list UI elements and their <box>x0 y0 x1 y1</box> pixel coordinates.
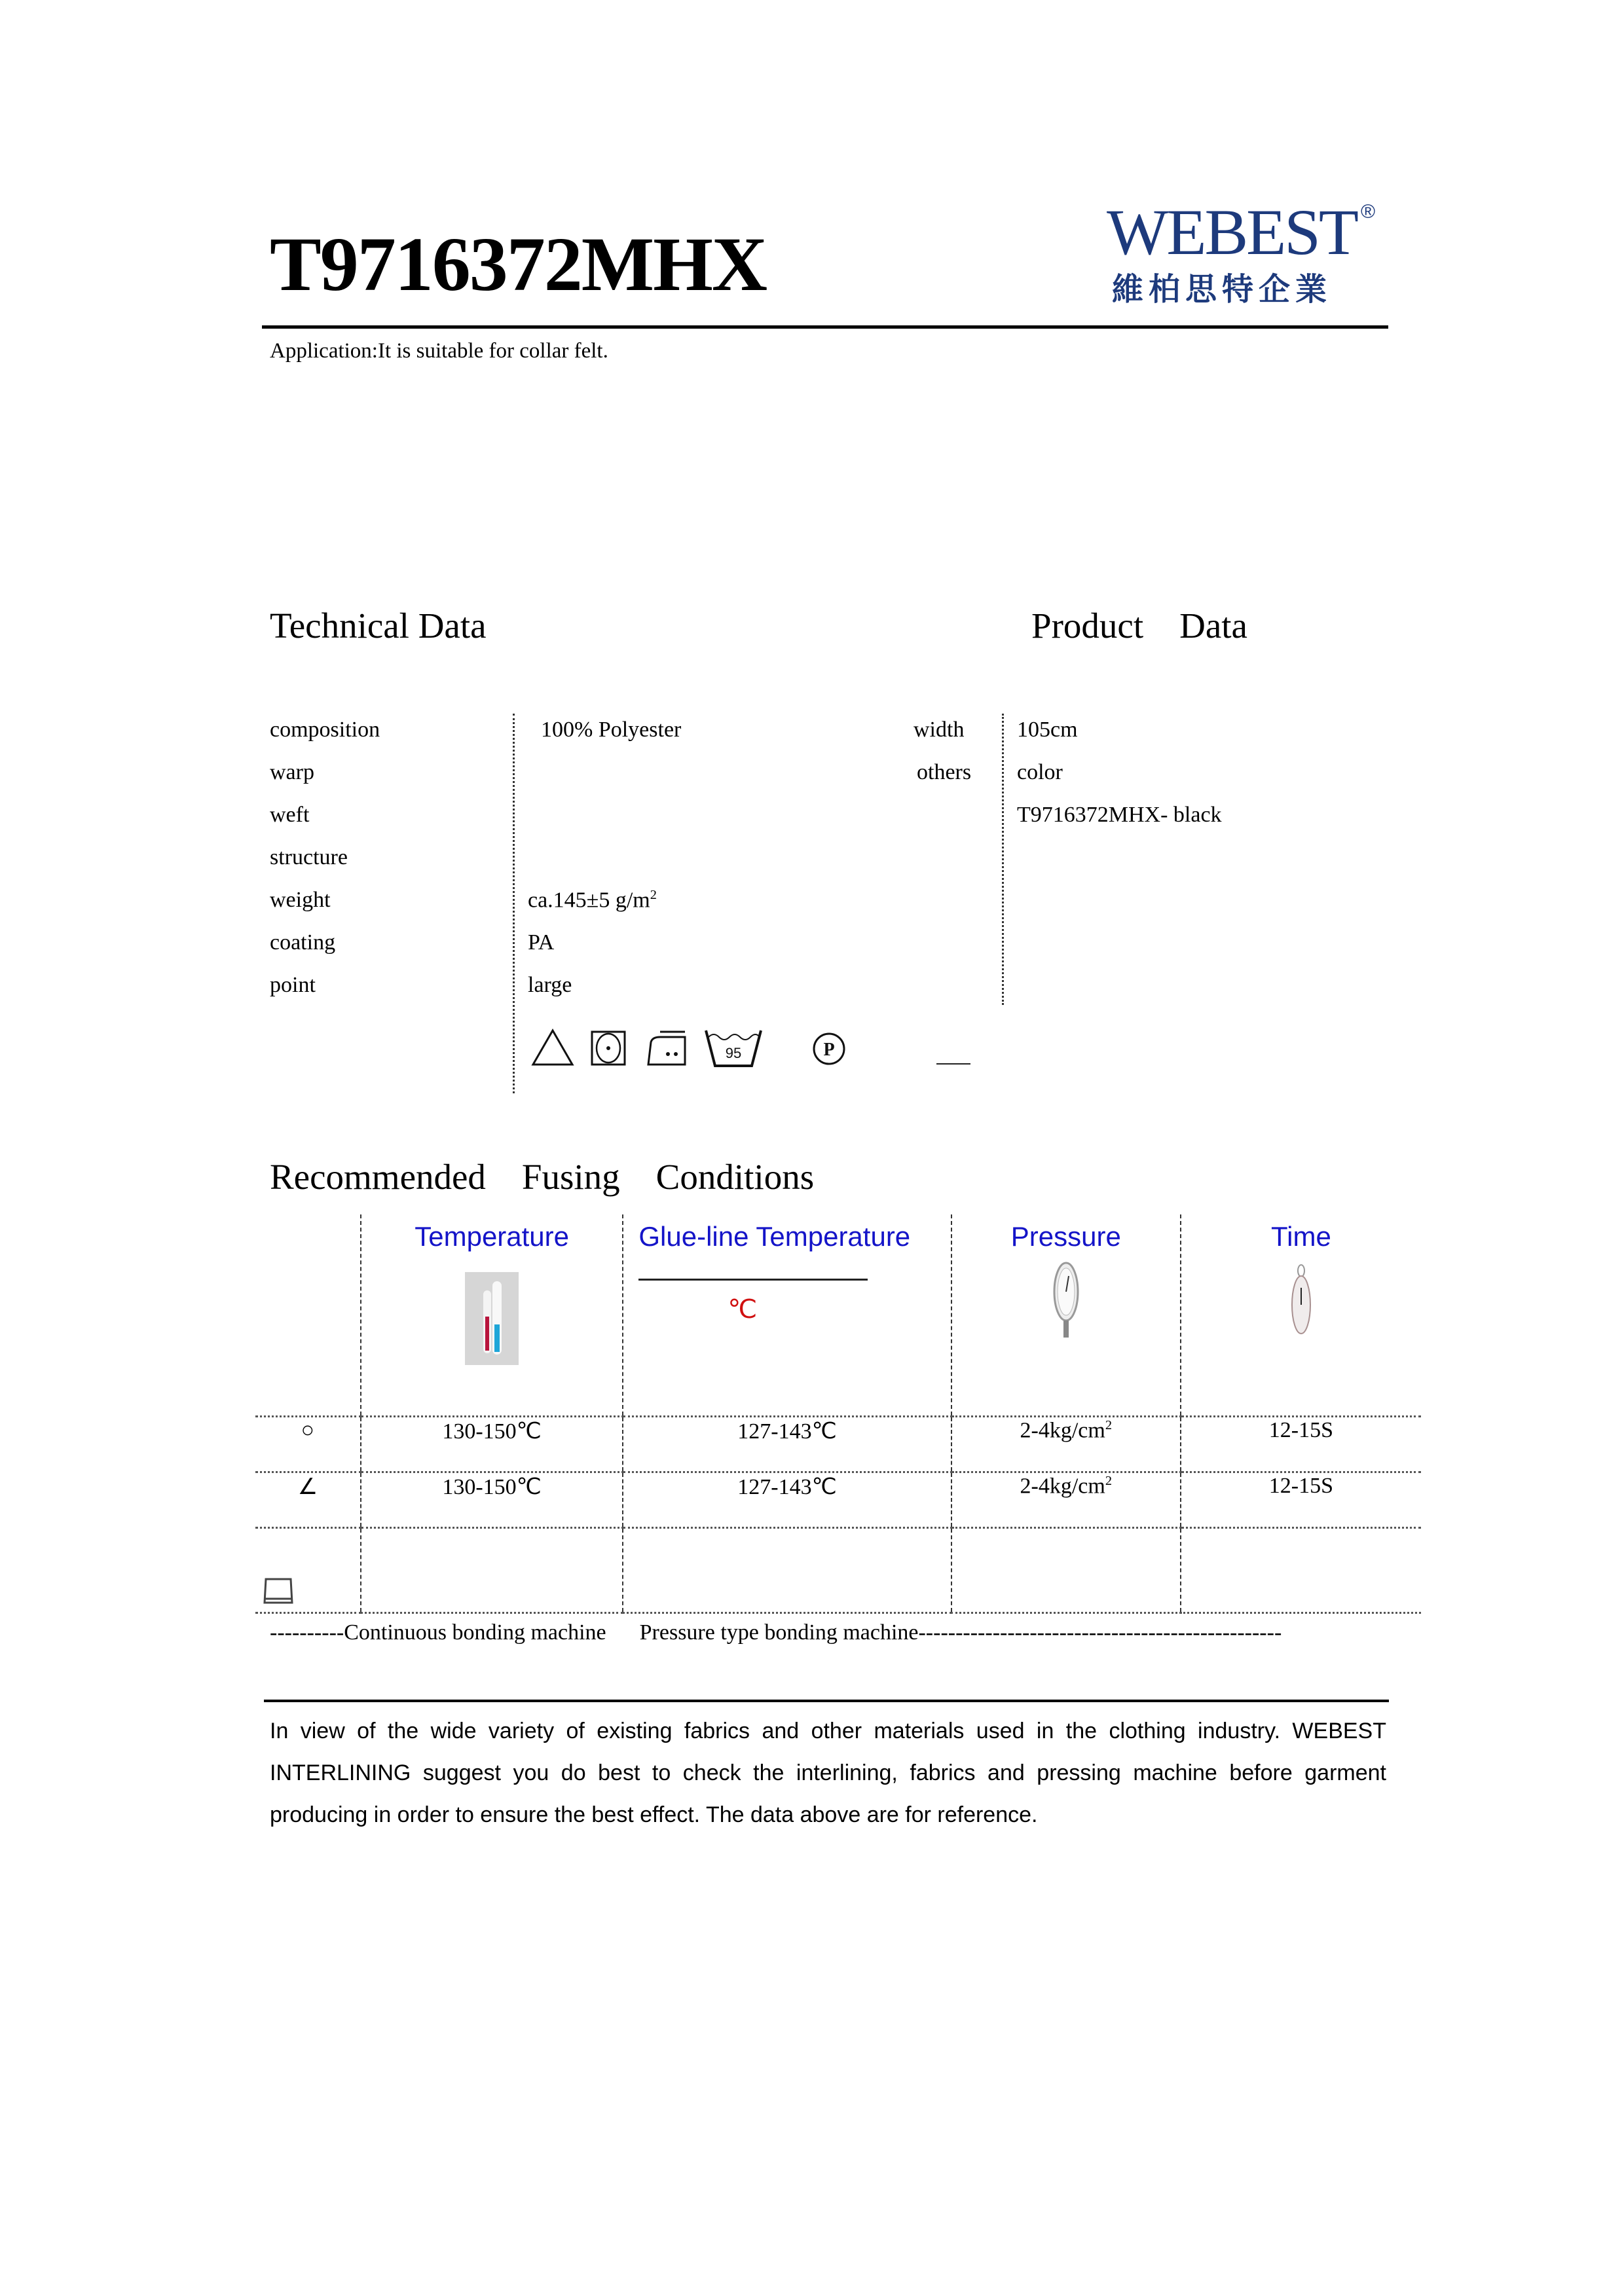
value-composition: 100% Polyester <box>541 718 682 742</box>
wash-95-icon <box>706 1030 761 1066</box>
bonding-machine-legend: ----------Continuous bonding machine Pressure type bonding machine------------------------------------------------- <box>270 1620 1282 1645</box>
cell-temperature: 130-150℃ <box>361 1416 623 1472</box>
cell-time: 12-15S <box>1181 1472 1421 1527</box>
value-coating: PA <box>528 930 555 955</box>
header-temperature: Temperature <box>361 1214 623 1416</box>
fusing-conditions-table <box>255 1214 1421 1615</box>
label-width: width <box>913 718 965 742</box>
label-coating: coating <box>270 930 336 955</box>
registered-icon: ® <box>1360 201 1374 223</box>
technical-data-heading: Technical Data <box>270 606 487 646</box>
table-row <box>255 1527 1421 1613</box>
tumble-dry-icon <box>592 1032 625 1065</box>
cell-glue-line: 127-143℃ <box>623 1472 951 1527</box>
press-symbol: ∠ <box>255 1472 361 1527</box>
svg-text:95: 95 <box>725 1045 742 1061</box>
label-warp: warp <box>270 760 314 784</box>
logo-text: WEBEST <box>1107 196 1357 268</box>
label-others: others <box>917 760 972 784</box>
label-composition: composition <box>270 718 380 742</box>
logo-chinese: 維柏思特企業 <box>1112 271 1333 308</box>
stopwatch-icon <box>1291 1264 1311 1335</box>
iron-two-dots-icon <box>648 1032 685 1065</box>
label-structure: structure <box>270 845 348 869</box>
table-row <box>255 1472 1421 1527</box>
table-row <box>255 1416 1421 1472</box>
iron-icon <box>262 1575 295 1605</box>
value-weight: ca.145±5 $g/m^2$ <box>528 888 657 913</box>
continuous-symbol: ○ <box>255 1416 361 1472</box>
cell-glue-line: 127-143℃ <box>623 1416 951 1472</box>
svg-text:P: P <box>823 1040 835 1060</box>
label-weft: weft <box>270 803 310 827</box>
care-symbols <box>530 1028 989 1067</box>
bleach-triangle-icon <box>533 1030 572 1065</box>
header-time: Time <box>1181 1214 1421 1416</box>
product-code-title: T9716372MHX <box>270 221 767 307</box>
product-divider <box>1002 714 1004 1005</box>
value-point: large <box>528 973 572 997</box>
celsius-unit: ℃ <box>728 1294 758 1324</box>
header-rule <box>262 325 1388 329</box>
cell-temperature: 130-150℃ <box>361 1472 623 1527</box>
label-weight: weight <box>270 888 331 912</box>
header-pressure: Pressure <box>951 1214 1181 1416</box>
pressure-gauge-icon <box>1053 1262 1079 1339</box>
glue-line-rule <box>638 1279 868 1281</box>
thermometer-icon <box>465 1272 519 1365</box>
application-text: Application:It is suitable for collar felt. <box>270 339 608 363</box>
header-glue-line: Glue-line Temperature ℃ <box>623 1214 951 1416</box>
technical-divider <box>513 714 515 1093</box>
fusing-heading: Recommended Fusing Conditions <box>270 1157 815 1197</box>
cell-pressure: $2-4kg/cm^2$ <box>951 1472 1181 1527</box>
cell-time: 12-15S <box>1181 1416 1421 1472</box>
disclaimer-note: In view of the wide variety of existing fabrics and other materials used in the clothing industry. WEBEST INTERLINING suggest you do best to check the interlining, fabrics and pressing machine before garment producing in order to ensure the best effect. The data above are for reference. <box>270 1719 1386 1827</box>
value-color-label: color <box>1017 760 1063 784</box>
value-width: 105cm <box>1017 718 1078 742</box>
value-color: T9716372MHX- black <box>1017 803 1222 827</box>
label-point: point <box>270 973 316 997</box>
dry-clean-p-icon <box>814 1034 844 1064</box>
product-data-heading: Product Data <box>1031 606 1247 646</box>
webest-logo <box>1107 196 1382 309</box>
footer-rule <box>264 1700 1389 1702</box>
cell-pressure: $2-4kg/cm^2$ <box>951 1416 1181 1472</box>
